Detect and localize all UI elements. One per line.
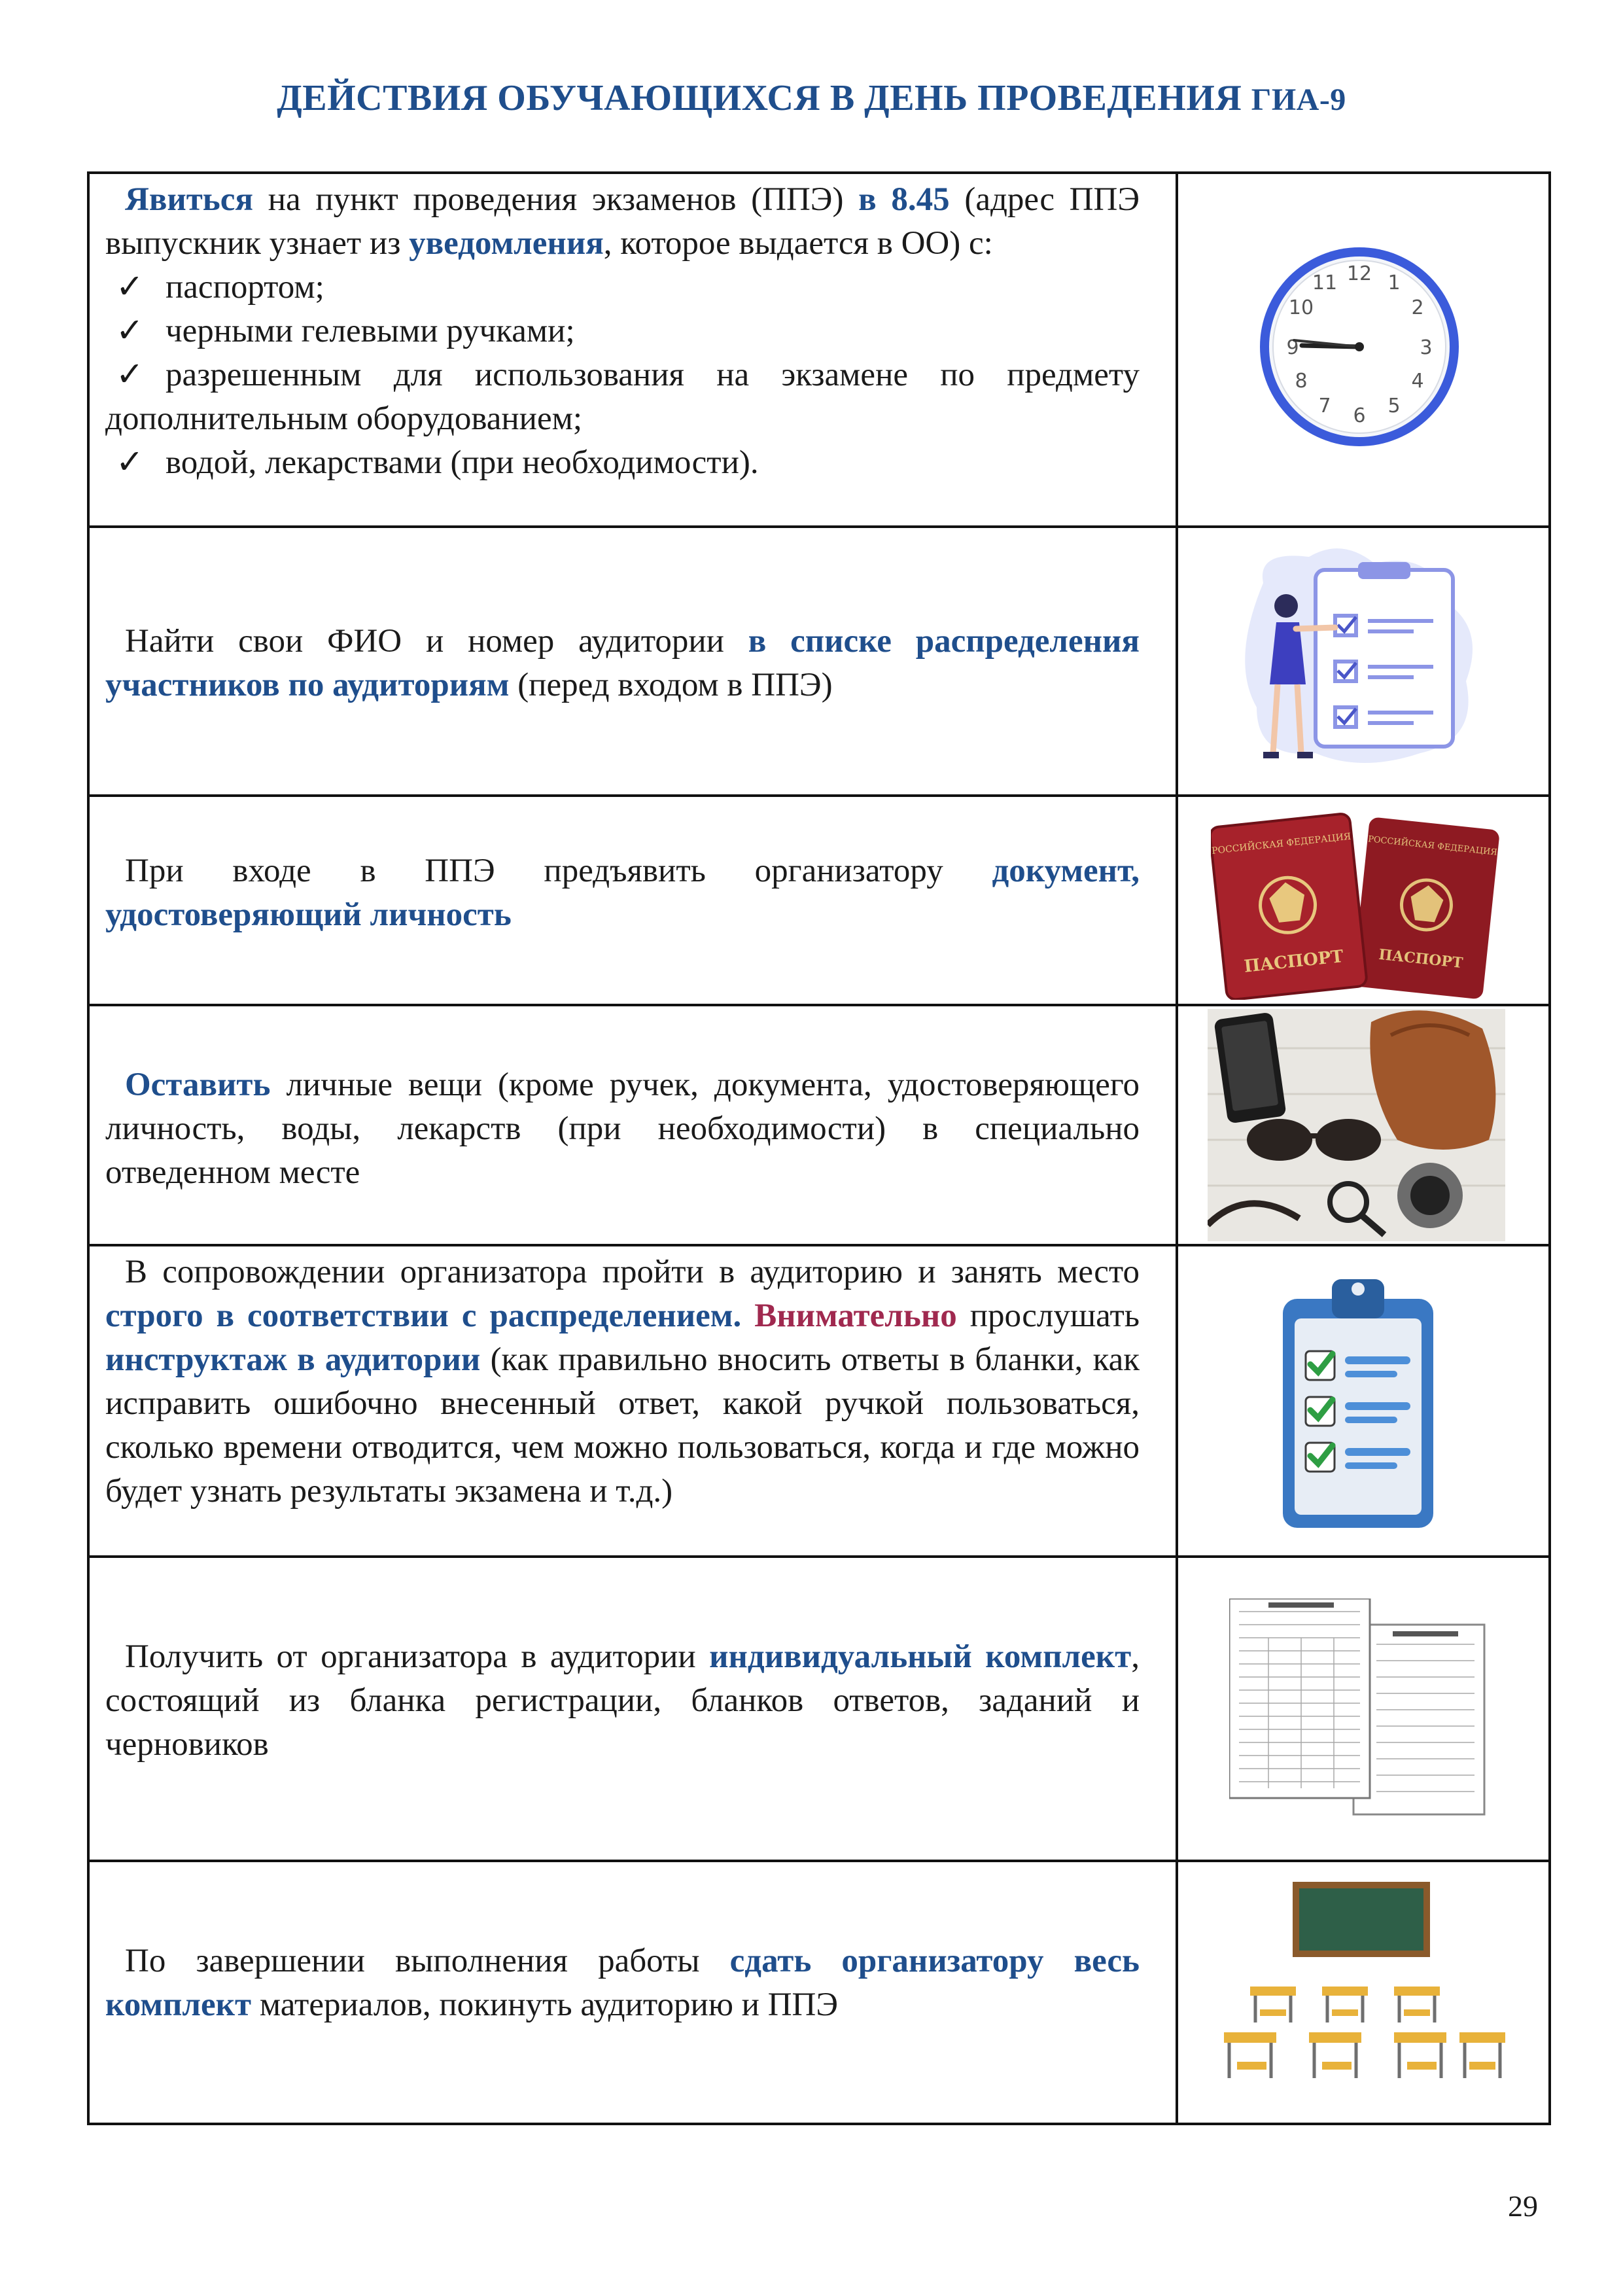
svg-text:5: 5 — [1387, 395, 1401, 417]
svg-text:4: 4 — [1411, 370, 1424, 393]
svg-text:7: 7 — [1318, 395, 1331, 417]
svg-text:9: 9 — [1286, 336, 1299, 359]
checkmark-icon: ✓ — [116, 357, 144, 393]
svg-text:3: 3 — [1420, 336, 1433, 359]
step-text: Явиться на пункт проведения экзаменов (ППЭ) в 8.45 (адрес ППЭ выпускник узнает из уведомления, которое выдается в ОО) с: — [105, 181, 1140, 262]
svg-text:РОССИЙСКАЯ ФЕДЕРАЦИЯ: РОССИЙСКАЯ ФЕДЕРАЦИЯ — [1367, 834, 1498, 858]
step-text-cell — [88, 796, 1177, 1005]
wall-clock-icon — [1255, 242, 1464, 451]
list-item: ✓ разрешенным для использования на экзамене по предмету дополнительным оборудованием; — [105, 353, 1140, 441]
svg-text:1: 1 — [1387, 272, 1401, 294]
personal-items-icon — [1208, 1009, 1505, 1241]
step-row — [88, 796, 1550, 1005]
step-row — [88, 1005, 1550, 1245]
step-text: Получить от организатора в аудитории индивидуальный комплект, состоящий из бланка регистрации, бланков ответов, заданий и черновиков — [105, 1638, 1140, 1763]
list-item: ✓ черными гелевыми ручками; — [105, 309, 1140, 353]
required-items-list — [105, 266, 1140, 485]
step-text: По завершении выполнения работы сдать организатору весь комплект материалов, покинуть аудиторию и ППЭ — [105, 1943, 1140, 2023]
step-row — [88, 1557, 1550, 1861]
list-item: ✓ водой, лекарствами (при необходимости). — [105, 441, 1140, 485]
page-number: 29 — [1508, 2189, 1538, 2223]
step-text: Найти свои ФИО и номер аудитории в списке распределения участников по аудиториям (перед входом в ППЭ) — [105, 623, 1140, 703]
clipboard-checklist-icon — [1276, 1273, 1440, 1534]
page-title: ДЕЙСТВИЯ ОБУЧАЮЩИХСЯ В ДЕНЬ ПРОВЕДЕНИЯ ГИА-9 — [277, 78, 1346, 118]
step-image-cell — [1177, 1005, 1550, 1245]
step-image-cell — [1177, 1861, 1550, 2124]
svg-text:8: 8 — [1295, 370, 1308, 393]
step-image-cell — [1177, 1557, 1550, 1861]
step-image-cell — [1177, 527, 1550, 796]
step-text-cell — [88, 527, 1177, 796]
checklist-woman-icon — [1217, 544, 1505, 779]
step-text-cell — [88, 173, 1177, 527]
svg-text:2: 2 — [1411, 296, 1424, 319]
step-image-cell — [1177, 1245, 1550, 1557]
svg-text:РОССИЙСКАЯ ФЕДЕРАЦИЯ: РОССИЙСКАЯ ФЕДЕРАЦИЯ — [1211, 831, 1352, 857]
answer-forms-icon — [1229, 1598, 1491, 1821]
step-image-cell — [1177, 173, 1550, 527]
step-row — [88, 1861, 1550, 2124]
svg-text:ПАСПОРТ: ПАСПОРТ — [1243, 946, 1345, 977]
svg-text:12: 12 — [1346, 262, 1372, 285]
step-text-cell — [88, 1005, 1177, 1245]
classroom-icon — [1211, 1882, 1512, 2104]
step-row — [88, 1245, 1550, 1557]
svg-text:11: 11 — [1312, 272, 1338, 294]
list-item: ✓ паспортом; — [105, 266, 1140, 309]
checkmark-icon: ✓ — [116, 444, 144, 481]
svg-text:ПАСПОРТ: ПАСПОРТ — [1378, 945, 1464, 972]
step-row — [88, 173, 1550, 527]
steps-table — [87, 171, 1551, 2125]
svg-text:10: 10 — [1288, 296, 1314, 319]
checkmark-icon: ✓ — [116, 313, 144, 349]
step-row — [88, 527, 1550, 796]
step-text-cell — [88, 1557, 1177, 1861]
step-text: В сопровождении организатора пройти в аудиторию и занять место строго в соответствии с распределением. Внимательно прослушать инструктаж в аудитории (как правильно вносить ответы в бланки, как исправить ошибочно внесенный ответ, какой ручкой пользоваться, сколько времени отводится, чем можно пользоваться, когда и где можно будет узнать результаты экзамена и т.д.) — [105, 1254, 1140, 1510]
step-text: Оставить личные вещи (кроме ручек, документа, удостоверяющего личность, воды, лекарств (при необходимости) в специально отведенном месте — [105, 1067, 1140, 1191]
step-text-cell — [88, 1861, 1177, 2124]
step-text-cell — [88, 1245, 1177, 1557]
step-text: При входе в ППЭ предъявить организатору документ, удостоверяющий личность — [105, 853, 1140, 933]
svg-text:6: 6 — [1353, 404, 1366, 427]
passport-icon — [1211, 810, 1505, 1000]
checkmark-icon: ✓ — [116, 269, 144, 306]
step-image-cell — [1177, 796, 1550, 1005]
